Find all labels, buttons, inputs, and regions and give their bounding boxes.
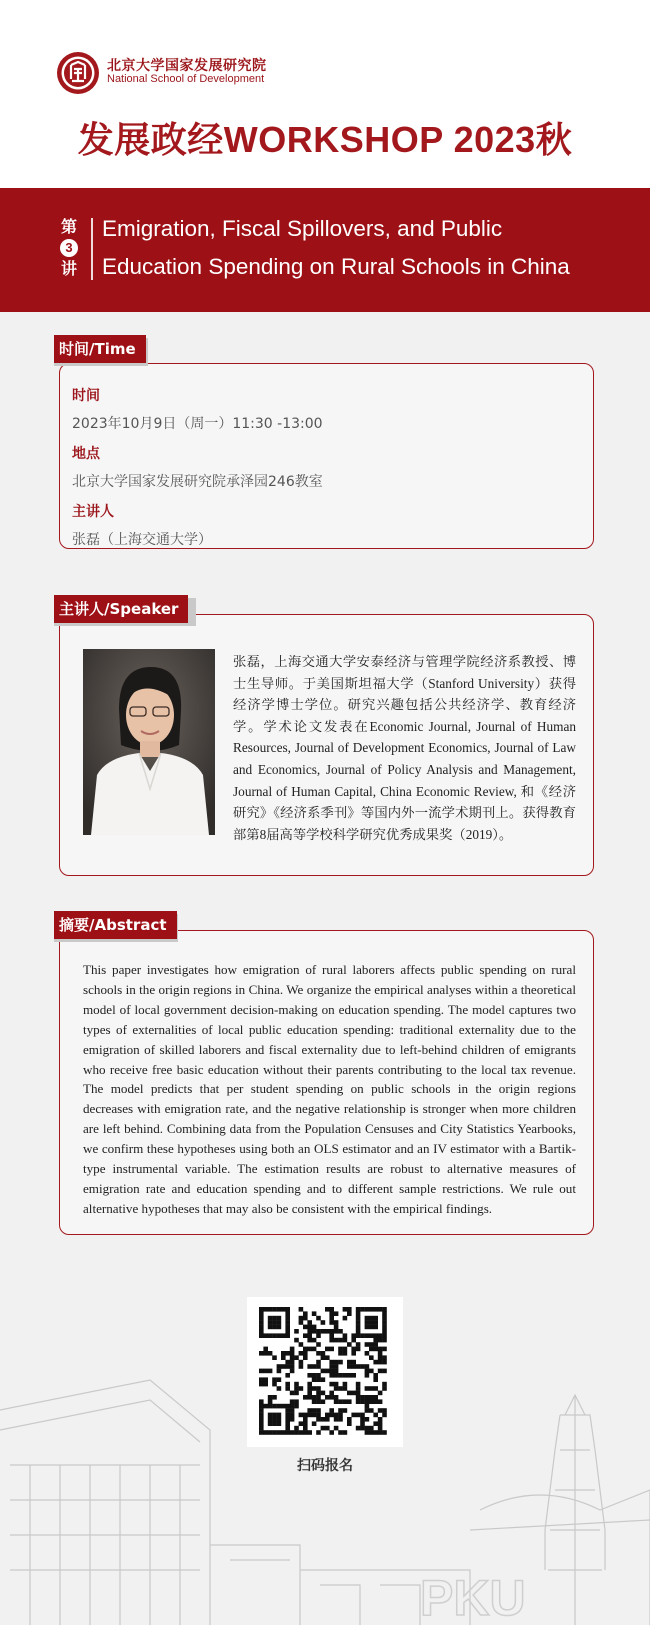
qr-label: 扫码报名	[297, 1458, 353, 1474]
logo-cn: 北京大学国家发展研究院	[107, 58, 267, 74]
page-title: 发展政经WORKSHOP 2023秋	[77, 119, 573, 160]
speaker-bio-text: 张磊，上海交通大学安泰经济与管理学院经济系教授、博士生导师。于美国斯坦福大学（Stanford University）获得经济学博士学位。研究兴趣包括公共经济学、教育经济学。学术论文发表在Economic Journal, Journal of Human Resources, Journal of Development Economics, Journal of Law and Economics, Journal of Policy Analysis and Management, Journal of Human Capital, China Economic Review, 和《经济研究》《经济系季刊》等国内外一流学术期刊上。获得教育部第8届高等学校科学研究优秀成果奖（2019）。	[233, 654, 576, 842]
header	[0, 0, 650, 188]
pku-logo-icon	[56, 51, 100, 95]
speaker-label: 主讲人	[72, 504, 114, 520]
speaker-tab: 主讲人/Speaker	[54, 595, 188, 623]
pku-watermark: PKU	[420, 1570, 526, 1625]
time-label: 时间	[72, 388, 100, 404]
place-label: 地点	[72, 446, 100, 462]
lecture-number: 3	[60, 239, 78, 257]
place-value: 北京大学国家发展研究院承泽园246教室	[72, 474, 323, 490]
talk-title	[102, 210, 632, 286]
abstract-tab: 摘要/Abstract	[54, 911, 177, 939]
time-tab: 时间/Time	[54, 335, 146, 363]
talk-title-line1: Emigration, Fiscal Spillovers, and Public	[102, 216, 503, 241]
qr-code[interactable]	[247, 1297, 403, 1447]
bio-photo-spacer	[83, 651, 215, 837]
abstract-text: This paper investigates how emigration of rural laborers affects public spending on rural schools in the origin regions in China. We organize the empirical analyses within a theoretical model of local government decision-making on education spending. The model captures two types of externalities of local public education spending: traditional externality due to the emigration of skilled laborers and fiscal externality due to left-behind children of emigrants who receive free basic education without their parents contributing to the local tax revenue. The model predicts that per student spending on public schools in the origin regions decreases with emigration rate, and the negative relationship is stronger when more children are left behind. Combining data from the Population Censuses and City Statistics Yearbooks, we confirm these hypotheses using both an OLS estimator and an IV estimator with a Bartik-type instrumental variable. The estimation results are robust to alternative measures of emigration rate and education spending and to different sample restrictions. We rule out alternative hypotheses that may also be consistent with the empirical findings.	[83, 962, 576, 1216]
lecture-prefix: 第	[60, 217, 77, 236]
logo-en: National School of Development	[107, 73, 265, 85]
lecture-number-tag	[57, 216, 81, 280]
speaker-value: 张磊（上海交通大学）	[72, 532, 212, 548]
lecture-suffix: 讲	[60, 259, 77, 278]
talk-title-line2: Education Spending on Rural Schools in China	[102, 254, 570, 279]
banner-divider	[91, 218, 93, 280]
qr-code-icon	[247, 1297, 403, 1447]
time-value: 2023年10月9日（周一）11:30 -13:00	[72, 416, 323, 432]
time-box	[59, 363, 594, 549]
speaker-bio	[83, 651, 576, 845]
